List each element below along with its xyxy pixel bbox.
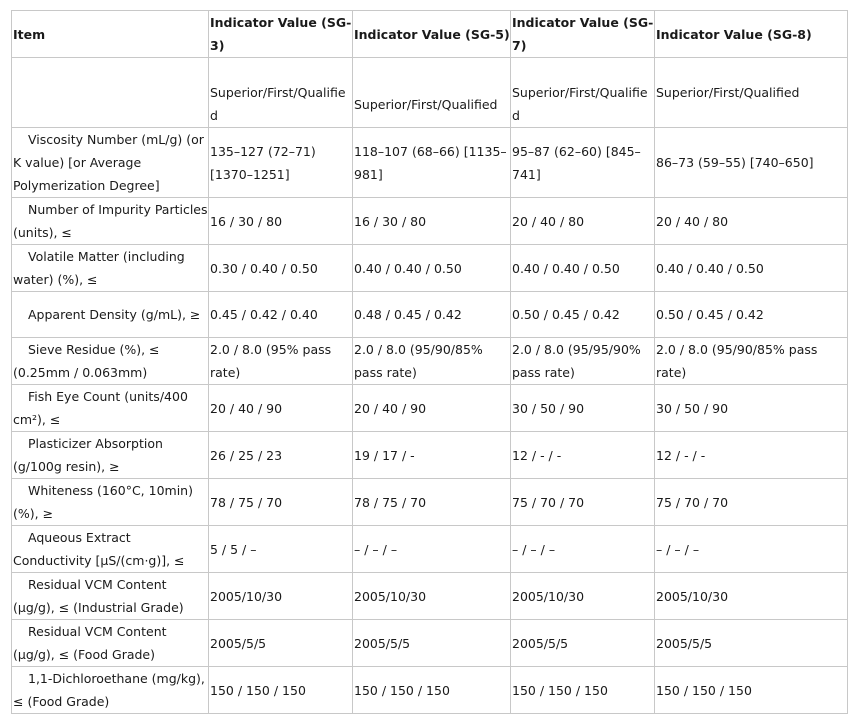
cell-sg8: 75 / 70 / 70 bbox=[655, 479, 848, 526]
cell-sg8: 0.40 / 0.40 / 0.50 bbox=[655, 245, 848, 292]
cell-sg8: 150 / 150 / 150 bbox=[655, 667, 848, 714]
cell-sg7: 2005/10/30 bbox=[511, 573, 655, 620]
cell-sg5: 20 / 40 / 90 bbox=[353, 385, 511, 432]
table-row bbox=[12, 245, 848, 292]
row-item: Aqueous Extract Conductivity [μS/(cm·g)], ≤ bbox=[12, 526, 209, 573]
row-item: Residual VCM Content (μg/g), ≤ (Industrial Grade) bbox=[12, 573, 209, 620]
cell-sg5: 78 / 75 / 70 bbox=[353, 479, 511, 526]
cell-sg8: 12 / - / - bbox=[655, 432, 848, 479]
row-item: Number of Impurity Particles (units), ≤ bbox=[12, 198, 209, 245]
table-row bbox=[12, 667, 848, 714]
table-row bbox=[12, 620, 848, 667]
table-row bbox=[12, 385, 848, 432]
cell-sg7: 0.40 / 0.40 / 0.50 bbox=[511, 245, 655, 292]
table-row bbox=[12, 573, 848, 620]
row-item: Volatile Matter (including water) (%), ≤ bbox=[12, 245, 209, 292]
cell-sg3: 20 / 40 / 90 bbox=[209, 385, 353, 432]
table-row bbox=[12, 292, 848, 338]
cell-sg3: 26 / 25 / 23 bbox=[209, 432, 353, 479]
header-row bbox=[12, 11, 848, 58]
row-item: Residual VCM Content (μg/g), ≤ (Food Grade) bbox=[12, 620, 209, 667]
cell-sg8: 20 / 40 / 80 bbox=[655, 198, 848, 245]
cell-sg5: 0.40 / 0.40 / 0.50 bbox=[353, 245, 511, 292]
cell-sg7: 2.0 / 8.0 (95/95/90% pass rate) bbox=[511, 338, 655, 385]
row-item: 1,1-Dichloroethane (mg/kg), ≤ (Food Grade) bbox=[12, 667, 209, 714]
cell-sg7: 0.50 / 0.45 / 0.42 bbox=[511, 292, 655, 338]
cell-sg7: 2005/5/5 bbox=[511, 620, 655, 667]
table-row bbox=[12, 479, 848, 526]
grade-sg7: Superior/First/Qualified bbox=[511, 58, 655, 128]
grade-item-empty bbox=[12, 58, 209, 128]
table-row bbox=[12, 526, 848, 573]
table-row bbox=[12, 128, 848, 198]
cell-sg5: 150 / 150 / 150 bbox=[353, 667, 511, 714]
cell-sg3: 2005/5/5 bbox=[209, 620, 353, 667]
table-row bbox=[12, 338, 848, 385]
cell-sg5: 19 / 17 / - bbox=[353, 432, 511, 479]
cell-sg7: 75 / 70 / 70 bbox=[511, 479, 655, 526]
cell-sg3: 0.30 / 0.40 / 0.50 bbox=[209, 245, 353, 292]
cell-sg8: – / – / – bbox=[655, 526, 848, 573]
row-item: Sieve Residue (%), ≤ (0.25mm / 0.063mm) bbox=[12, 338, 209, 385]
cell-sg3: 0.45 / 0.42 / 0.40 bbox=[209, 292, 353, 338]
cell-sg5: 0.48 / 0.45 / 0.42 bbox=[353, 292, 511, 338]
cell-sg7: – / – / – bbox=[511, 526, 655, 573]
cell-sg7: 20 / 40 / 80 bbox=[511, 198, 655, 245]
cell-sg5: – / – / – bbox=[353, 526, 511, 573]
cell-sg8: 2005/10/30 bbox=[655, 573, 848, 620]
cell-sg5: 2005/5/5 bbox=[353, 620, 511, 667]
header-sg7: Indicator Value (SG-7) bbox=[511, 11, 655, 58]
cell-sg8: 2.0 / 8.0 (95/90/85% pass rate) bbox=[655, 338, 848, 385]
row-item: Whiteness (160°C, 10min) (%), ≥ bbox=[12, 479, 209, 526]
grade-sg5: Superior/First/Qualified bbox=[353, 58, 511, 128]
cell-sg5: 2.0 / 8.0 (95/90/85% pass rate) bbox=[353, 338, 511, 385]
cell-sg5: 16 / 30 / 80 bbox=[353, 198, 511, 245]
table-row bbox=[12, 198, 848, 245]
cell-sg5: 118–107 (68–66) [1135–981] bbox=[353, 128, 511, 198]
header-item: Item bbox=[12, 11, 209, 58]
row-item: Apparent Density (g/mL), ≥ bbox=[12, 292, 209, 338]
header-sg3: Indicator Value (SG-3) bbox=[209, 11, 353, 58]
cell-sg3: 2005/10/30 bbox=[209, 573, 353, 620]
row-item: Fish Eye Count (units/400 cm²), ≤ bbox=[12, 385, 209, 432]
cell-sg8: 2005/5/5 bbox=[655, 620, 848, 667]
cell-sg3: 150 / 150 / 150 bbox=[209, 667, 353, 714]
cell-sg8: 86–73 (59–55) [740–650] bbox=[655, 128, 848, 198]
cell-sg5: 2005/10/30 bbox=[353, 573, 511, 620]
header-sg5: Indicator Value (SG-5) bbox=[353, 11, 511, 58]
cell-sg3: 78 / 75 / 70 bbox=[209, 479, 353, 526]
table-row bbox=[12, 432, 848, 479]
cell-sg3: 5 / 5 / – bbox=[209, 526, 353, 573]
cell-sg8: 0.50 / 0.45 / 0.42 bbox=[655, 292, 848, 338]
cell-sg3: 2.0 / 8.0 (95% pass rate) bbox=[209, 338, 353, 385]
grade-sg8: Superior/First/Qualified bbox=[655, 58, 848, 128]
cell-sg3: 16 / 30 / 80 bbox=[209, 198, 353, 245]
cell-sg7: 150 / 150 / 150 bbox=[511, 667, 655, 714]
row-item: Viscosity Number (mL/g) (or K value) [or Average Polymerization Degree] bbox=[12, 128, 209, 198]
row-item: Plasticizer Absorption (g/100g resin), ≥ bbox=[12, 432, 209, 479]
header-sg8: Indicator Value (SG-8) bbox=[655, 11, 848, 58]
cell-sg8: 30 / 50 / 90 bbox=[655, 385, 848, 432]
cell-sg7: 95–87 (62–60) [845–741] bbox=[511, 128, 655, 198]
cell-sg7: 30 / 50 / 90 bbox=[511, 385, 655, 432]
cell-sg7: 12 / - / - bbox=[511, 432, 655, 479]
grade-row bbox=[12, 58, 848, 128]
spec-table bbox=[11, 10, 848, 714]
cell-sg3: 135–127 (72–71) [1370–1251] bbox=[209, 128, 353, 198]
grade-sg3: Superior/First/Qualified bbox=[209, 58, 353, 128]
